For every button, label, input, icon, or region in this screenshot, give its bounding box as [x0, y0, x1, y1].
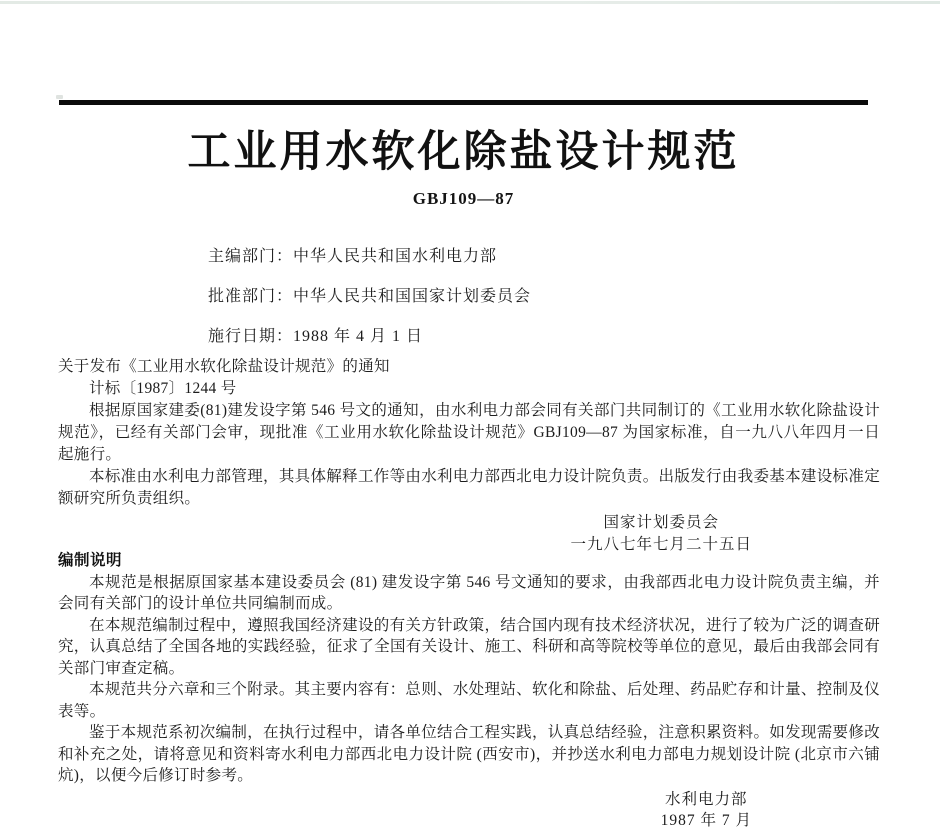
document-title: 工业用水软化除盐设计规范 — [187, 129, 740, 176]
meta-label: 主编部门： — [208, 248, 294, 265]
notes-paragraph: 在本规范编制过程中，遵照我国经济建设的有关方针政策，结合国内现有技术经济状况，进行了较为广泛的调查研究，认真总结了全国各地的实践经验，征求了全国有关设计、施工、科研和高等院校等单位的意见，最后由我部会同有关部门审查定稿。 — [58, 616, 880, 677]
notice-sign-date: 一九八七年七月二十五日 — [570, 536, 752, 553]
notes-heading: 编制说明 — [58, 552, 123, 569]
notes-signature — [58, 789, 880, 829]
standard-code: GBJ109—87 — [412, 189, 515, 208]
meta-value: 1988 年 4 月 1 日 — [293, 328, 424, 345]
notes-paragraph: 鉴于本规范系初次编制，在执行过程中，请各单位结合工程实践，认真总结经验，注意积累资料。如发现需要修改和补充之处，请将意见和资料寄水利电力部西北电力设计院 (西安市)，并抄送水利电力部电力规划设计院 (北京市六铺炕)，以便今后修订时参考。 — [58, 724, 880, 784]
meta-label: 批准部门： — [208, 288, 294, 305]
compilation-notes — [58, 550, 880, 829]
meta-label: 施行日期： — [208, 328, 294, 345]
scan-artifact — [56, 95, 63, 99]
meta-value: 中华人民共和国水利电力部 — [293, 248, 498, 265]
notes-paragraph: 本规范是根据原国家基本建设委员会 (81) 建发设字第 546 号文通知的要求，由我部西北电力设计院负责主编，并会同有关部门的设计单位共同编制而成。 — [58, 573, 880, 612]
notice-title: 关于发布《工业用水软化除盐设计规范》的通知 — [58, 358, 390, 375]
notice-doc-number: 计标〔1987〕1244 号 — [89, 380, 237, 397]
notes-sign-date: 1987 年 7 月 — [660, 812, 752, 829]
meta-approver — [208, 283, 532, 305]
meta-effective-date — [208, 323, 531, 345]
notes-paragraph: 本规范共分六章和三个附录。其主要内容有：总则、水处理站、软化和除盐、后处理、药品贮存和计量、控制及仪表等。 — [58, 681, 880, 720]
scan-top-edge — [0, 1, 940, 4]
notes-signer: 水利电力部 — [665, 790, 748, 808]
title-rule — [59, 100, 868, 105]
metadata-block — [208, 243, 531, 363]
notice-paragraph: 本标准由水利电力部管理，其具体解释工作等由水利电力部西北电力设计院负责。出版发行由我委基本建设标准定额研究所负责组织。 — [58, 468, 880, 507]
meta-chief-editor — [208, 243, 531, 265]
notice-signer: 国家计划委员会 — [603, 514, 719, 531]
notice-paragraph: 根据原国家建委(81)建发设字第 546 号文的通知，由水利电力部会同有关部门共同制订的《工业用水软化除盐设计规范》，已经有关部门会审，现批准《工业用水软化除盐设计规范》GBJ109—87 为国家标准，自一九八八年四月一日起施行。 — [58, 402, 880, 463]
meta-value: 中华人民共和国国家计划委员会 — [293, 288, 532, 305]
publication-notice — [58, 356, 880, 556]
